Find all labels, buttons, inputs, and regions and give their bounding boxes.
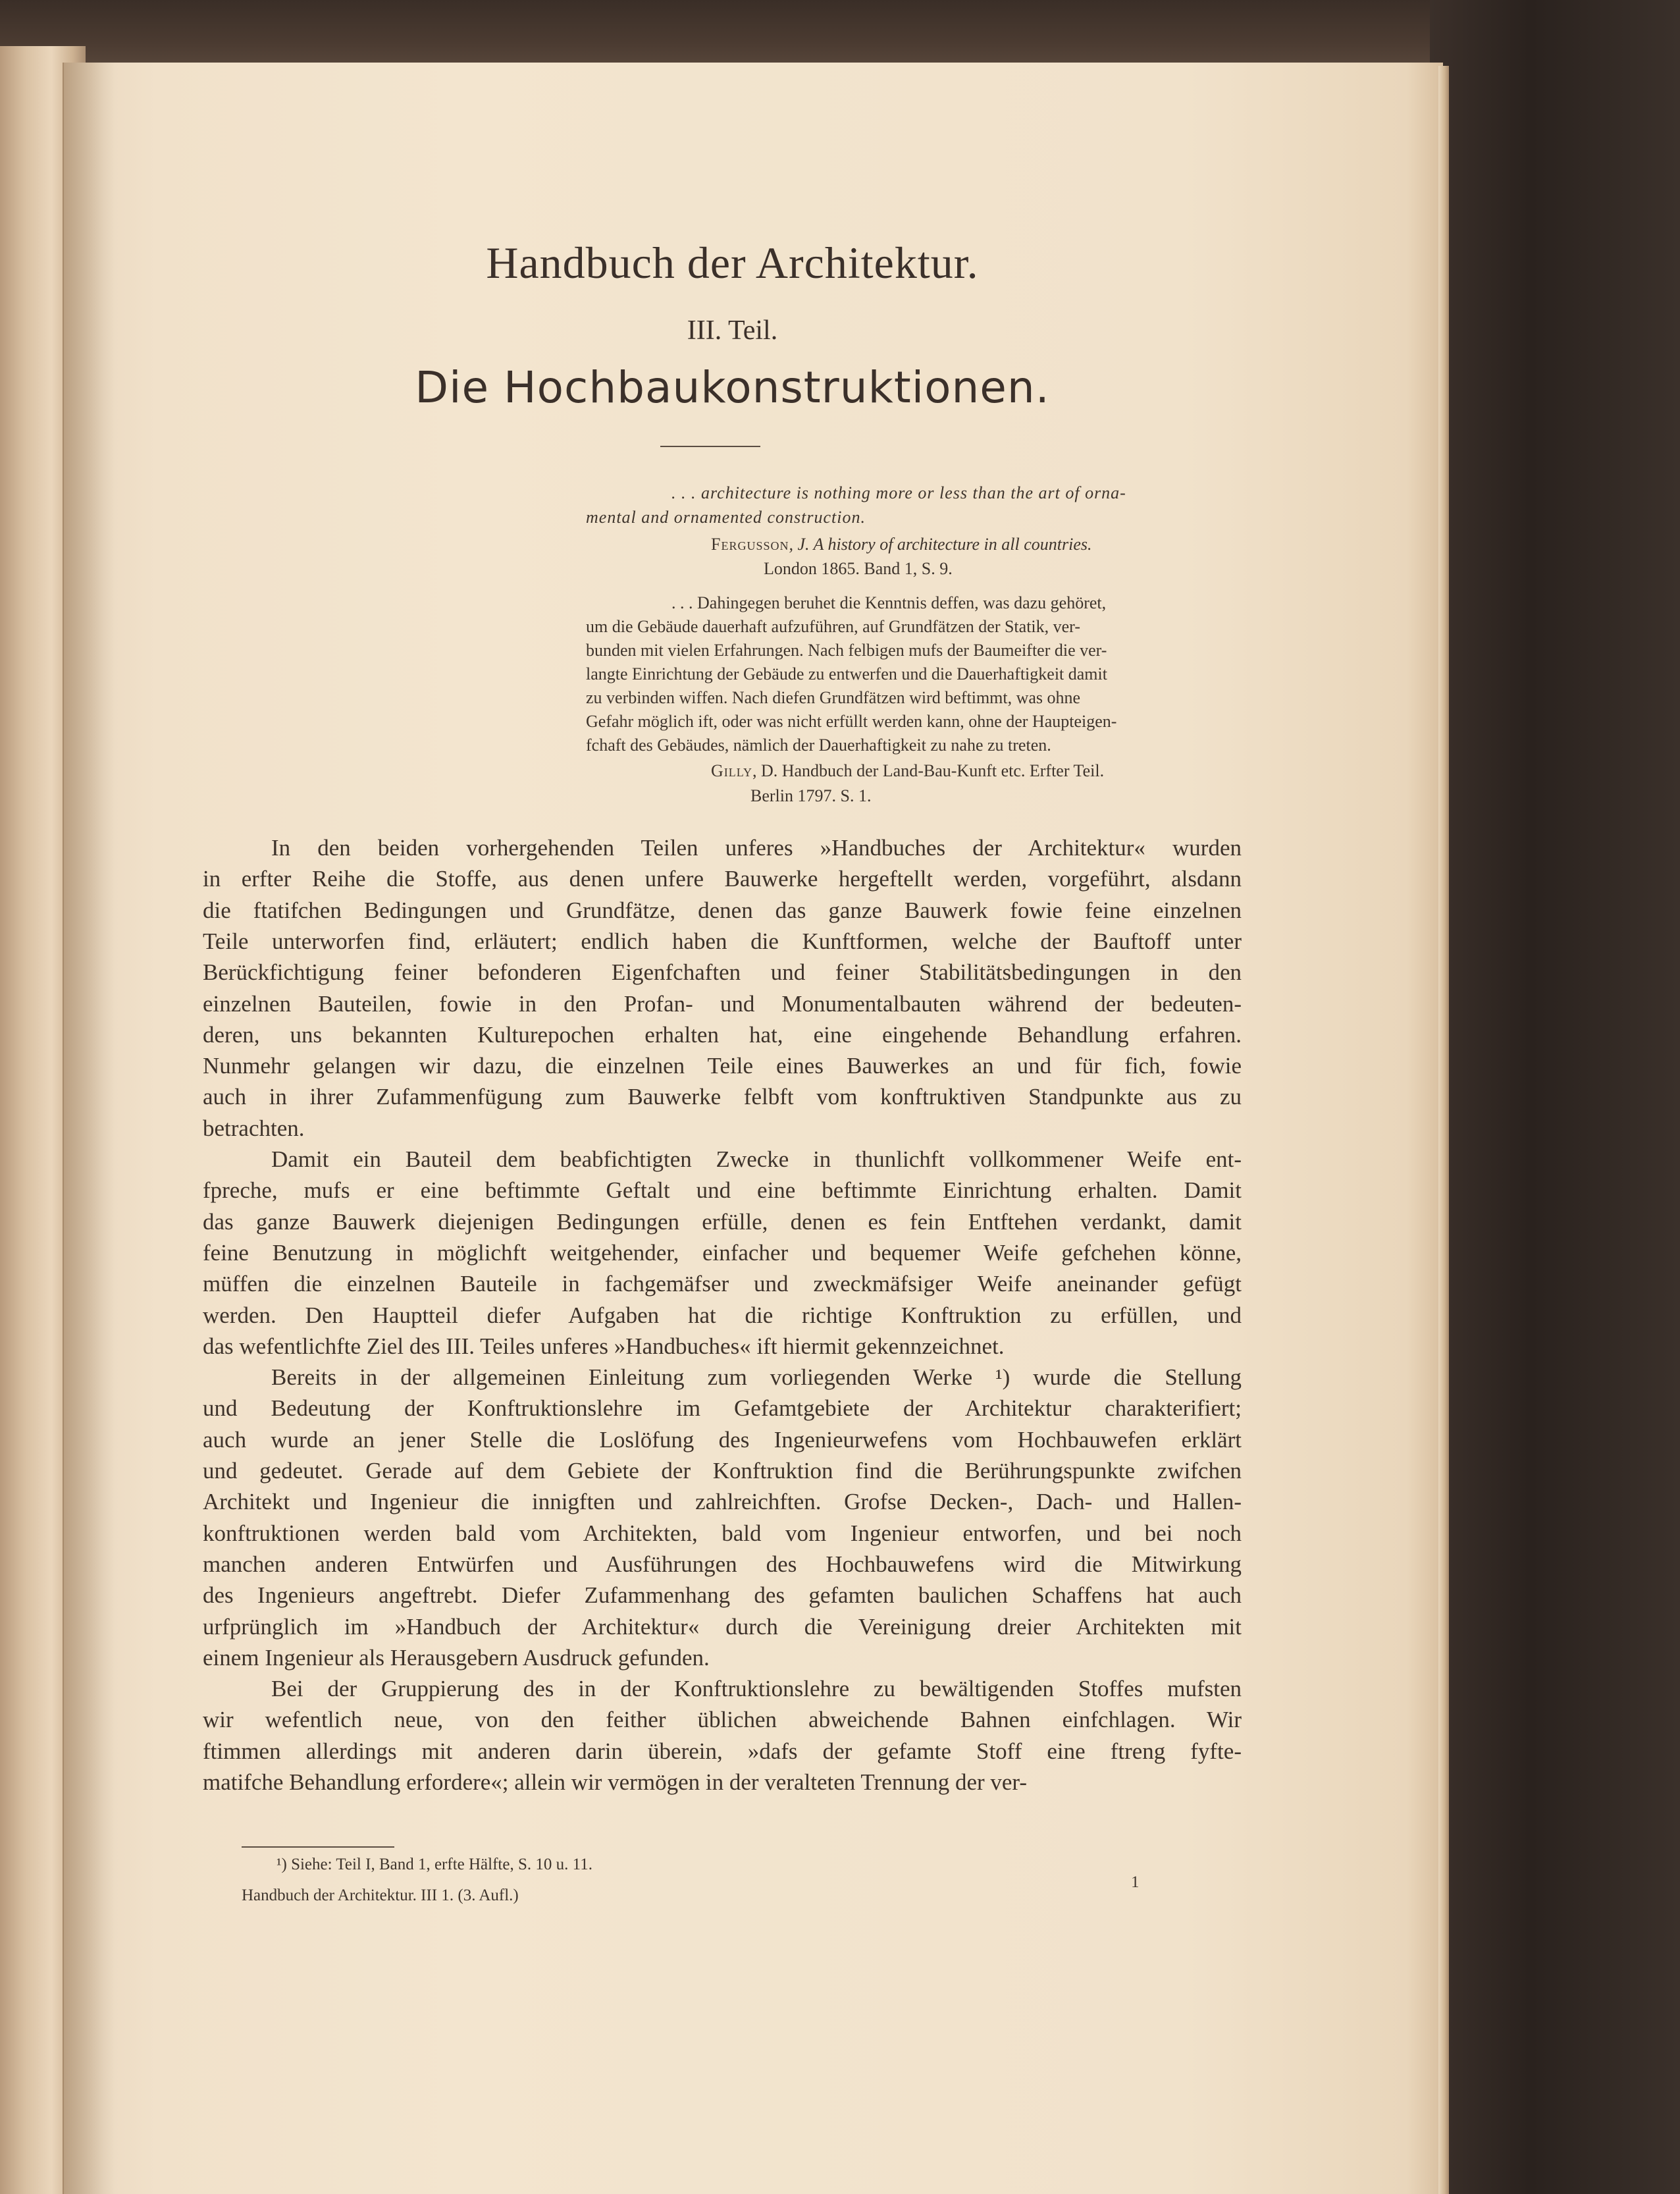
body-line: des Ingenieurs angeftrebt. Diefer Zufammenhang des gefamten baulichen Schaffens hat auch: [203, 1582, 1242, 1608]
epigraph-2-line: zu verbinden wiffen. Nach diefen Grundfätzen wird beftimmt, was ohne: [586, 688, 1081, 707]
body-line: deren, uns bekannten Kulturepochen erhalten hat, eine eingehende Behandlung erfahren.: [203, 1022, 1242, 1048]
body-line: In den beiden vorhergehenden Teilen unferes »Handbuches der Architektur« wurden: [271, 835, 1242, 861]
body-line: matifche Behandlung erfordere«; allein wir vermögen in der veralteten Trennung der ver-: [203, 1769, 1028, 1795]
part-label: III. Teil.: [687, 315, 778, 346]
body-line: auch wurde an jener Stelle die Loslöfung des Ingenieurwefens vom Hochbauwefen erklärt: [203, 1427, 1242, 1453]
title-rule: [660, 446, 760, 447]
sheet-number: 1: [1131, 1873, 1140, 1891]
body-line: das ganze Bauwerk diejenigen Bedingungen erfülle, denen es fein Entftehen verdankt, damit: [203, 1209, 1242, 1235]
book-cover-top: [0, 0, 1680, 72]
epigraph-2-line: bunden mit vielen Erfahrungen. Nach felbigen mufs der Baumeifter die ver-: [586, 641, 1107, 660]
epigraph-1-work: , J. A history of architecture in all countries.: [789, 535, 1092, 554]
body-line: auch in ihrer Zufammenfügung zum Bauwerke felbft vom konftruktiven Standpunkte aus zu: [203, 1084, 1242, 1110]
body-line: wir wefentlich neue, von den feither üblichen abweichende Bahnen einfchlagen. Wir: [203, 1707, 1242, 1732]
body-line: Nunmehr gelangen wir dazu, die einzelnen Teile eines Bauwerkes an und für fich, fowie: [203, 1053, 1242, 1079]
body-line: konftruktionen werden bald vom Architekten, bald vom Ingenieur entworfen, und bei noch: [203, 1520, 1242, 1546]
body-line: Bei der Gruppierung des in der Konftruktionslehre zu bewältigenden Stoffes mufsten: [271, 1676, 1242, 1701]
footnote: ¹) Siehe: Teil I, Band 1, erfte Hälfte, S. 10 u. 11.: [276, 1856, 592, 1873]
epigraph-2-line: Gefahr möglich ift, oder was nicht erfüllt werden kann, ohne der Haupteigen-: [586, 712, 1117, 731]
body-line: in erfter Reihe die Stoffe, aus denen unfere Bauwerke hergeftellt werden, vorgeführt, alsdann: [203, 866, 1242, 892]
body-line: ftimmen allerdings mit anderen darin überein, »dafs der gefamte Stoff eine ftreng fyfte-: [203, 1738, 1242, 1764]
signature-line: Handbuch der Architektur. III 1. (3. Aufl.): [242, 1886, 519, 1904]
epigraph-2-citation-1: [711, 759, 1231, 783]
footnote-rule: [242, 1846, 394, 1848]
epigraph-2-line: langte Einrichtung der Gebäude zu entwerfen und die Dauerhaftigkeit damit: [586, 664, 1107, 683]
volume-subtitle: Die Hochbaukonstruktionen.: [415, 362, 1050, 413]
epigraph-1-line-1: . . . architecture is nothing more or less than the art of orna-: [671, 483, 1126, 502]
epigraph-2-work: , D. Handbuch der Land-Bau-Kunft etc. Erfter Teil.: [752, 761, 1105, 780]
book-cover-right: [1430, 0, 1680, 2194]
epigraph-2-line: fchaft des Gebäudes, nämlich der Dauerhaftigkeit zu nahe zu treten.: [586, 736, 1051, 755]
body-line: müffen die einzelnen Bauteile in fachgemäfser und zweckmäfsiger Weife aneinander gefügt: [203, 1271, 1242, 1297]
body-line: und gedeutet. Gerade auf dem Gebiete der Konftruktion find die Berührungspunkte zwifchen: [203, 1458, 1242, 1484]
body-line: Teile unterworfen find, erläutert; endlich haben die Kunftformen, welche der Bauftoff unter: [203, 928, 1242, 954]
body-line: feine Benutzung in möglichft weitgehender, einfacher und bequemer Weife gefchehen könne,: [203, 1240, 1242, 1266]
body-line: Damit ein Bauteil dem beabfichtigten Zwecke in thunlichft vollkommener Weife ent-: [271, 1146, 1242, 1172]
body-line: einzelnen Bauteilen, fowie in den Profan- und Monumentalbauten während der bedeuten-: [203, 991, 1242, 1017]
body-line: die ftatifchen Bedingungen und Grundfätze, denen das ganze Bauwerk fowie feine einzelnen: [203, 897, 1242, 923]
body-line: einem Ingenieur als Herausgebern Ausdruck gefunden.: [203, 1645, 710, 1671]
epigraph-2-line: um die Gebäude dauerhaft aufzuführen, auf Grundfätzen der Statik, ver-: [586, 617, 1080, 636]
body-line: betrachten.: [203, 1115, 305, 1141]
body-line: und Bedeutung der Konftruktionslehre im Gefamtgebiete der Architektur charakterifiert;: [203, 1395, 1242, 1421]
epigraph-2-author: Gilly: [711, 761, 752, 780]
body-line: Architekt und Ingenieur die innigften und zahlreichften. Grofse Decken-, Dach- und Hallen-: [203, 1489, 1242, 1514]
body-line: fpreche, mufs er eine beftimmte Geftalt und eine beftimmte Einrichtung erhalten. Damit: [203, 1177, 1242, 1203]
body-line: Berückfichtigung feiner befonderen Eigenfchaften und feiner Stabilitätsbedingungen in den: [203, 959, 1242, 985]
epigraph-1-line-2: mental and ornamented construction.: [586, 508, 866, 527]
epigraph-1-citation-2: London 1865. Band 1, S. 9.: [764, 559, 953, 578]
body-line: urfprünglich im »Handbuch der Architektur« durch die Vereinigung dreier Architekten mit: [203, 1614, 1242, 1640]
epigraph-1-author: Fergusson: [711, 535, 789, 554]
body-line: manchen anderen Entwürfen und Ausführungen des Hochbauwefens wird die Mitwirkung: [203, 1551, 1242, 1577]
epigraph-1-citation-1: [711, 532, 1231, 556]
body-line: Bereits in der allgemeinen Einleitung zum vorliegenden Werke ¹) wurde die Stellung: [271, 1364, 1242, 1390]
epigraph-2-line: . . . Dahingegen beruhet die Kenntnis deffen, was dazu gehöret,: [671, 593, 1107, 612]
body-line: das wefentlichfte Ziel des III. Teiles unferes »Handbuches« ift hiermit gekennzeichnet.: [203, 1333, 1005, 1359]
body-line: werden. Den Hauptteil diefer Aufgaben hat die richtige Konftruktion zu erfüllen, und: [203, 1302, 1242, 1328]
epigraph-2-citation-2: Berlin 1797. S. 1.: [750, 786, 872, 805]
page-title: Handbuch der Architektur.: [486, 238, 979, 288]
